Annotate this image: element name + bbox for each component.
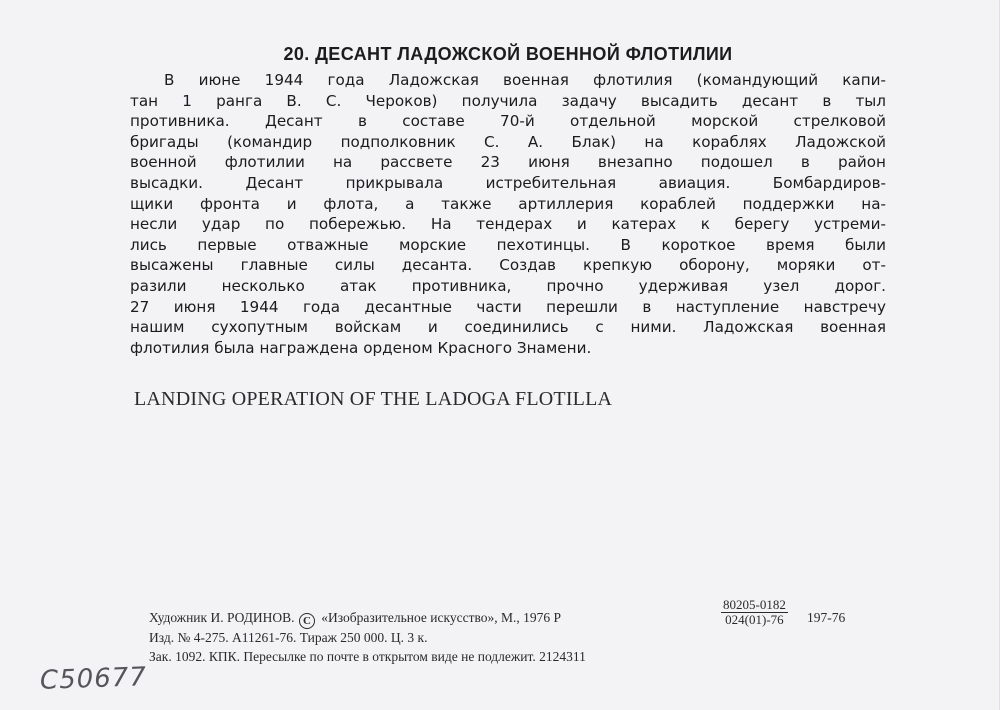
body-line: высажены главные силы десанта. Создав крепкую оборону, моряки от- — [130, 256, 886, 275]
publisher-credit: «Изобразительное искусство», М., 1976 Р — [321, 610, 562, 625]
card-title: 20. ДЕСАНТ ЛАДОЖСКОЙ ВОЕННОЙ ФЛОТИЛИИ — [283, 44, 733, 64]
body-line: тан 1 ранга В. С. Чероков) получила задачу высадить десант в тыл — [130, 91, 886, 110]
body-line: противника. Десант в составе 70-й отдельной морской стрелковой — [130, 112, 886, 131]
catalog-fraction — [721, 598, 788, 627]
english-title: LANDING OPERATION OF THE LADOGA FLOTILLA — [134, 388, 613, 410]
body-line: военной флотилии на рассвете 23 июня внезапно подошел в район — [130, 153, 886, 172]
fraction-denominator: 024(01)-76 — [725, 612, 784, 627]
body-line: щики фронта и флота, а также артиллерия кораблей поддержки на- — [130, 194, 886, 213]
body-line: высадки. Десант прикрывала истребительная авиация. Бомбардиров- — [130, 173, 886, 192]
artist-credit: Художник И. РОДИНОВ. — [149, 610, 295, 625]
body-line: лись первые отважные морские пехотинцы. В короткое время были — [130, 235, 886, 254]
fraction-numerator: 80205-0182 — [723, 597, 786, 612]
description-text — [130, 70, 886, 358]
imprint-line-3: Зак. 1092. КПК. Пересылке по почте в открытом виде не подлежит. 2124311 — [149, 649, 586, 664]
imprint-block — [149, 597, 879, 664]
imprint-line-2: Изд. № 4-275. А11261-76. Тираж 250 000. Ц. 3 к. — [149, 630, 428, 645]
body-line: несли удар по побережью. На тендерах и катерах к берегу устреми- — [130, 215, 886, 234]
archive-stamp: C50677 — [39, 662, 148, 696]
body-line: разили несколько атак противника, прочно удерживая узел дорог. — [130, 276, 886, 295]
body-line: бригады (командир подполковник С. А. Блак) на кораблях Ладожской — [130, 132, 886, 151]
body-line: нашим сухопутным войскам и соединились с ними. Ладожская военная — [130, 318, 886, 337]
catalog-suffix: 197-76 — [807, 610, 846, 625]
copyright-icon: C — [299, 613, 315, 629]
body-line: В июне 1944 года Ладожская военная флотилия (командующий капи- — [164, 71, 886, 89]
imprint-line-1 — [149, 597, 879, 627]
body-line: флотилия была награждена орденом Красного Знамени. — [130, 338, 592, 357]
body-line: 27 июня 1944 года десантные части перешли в наступление навстречу — [130, 297, 886, 316]
